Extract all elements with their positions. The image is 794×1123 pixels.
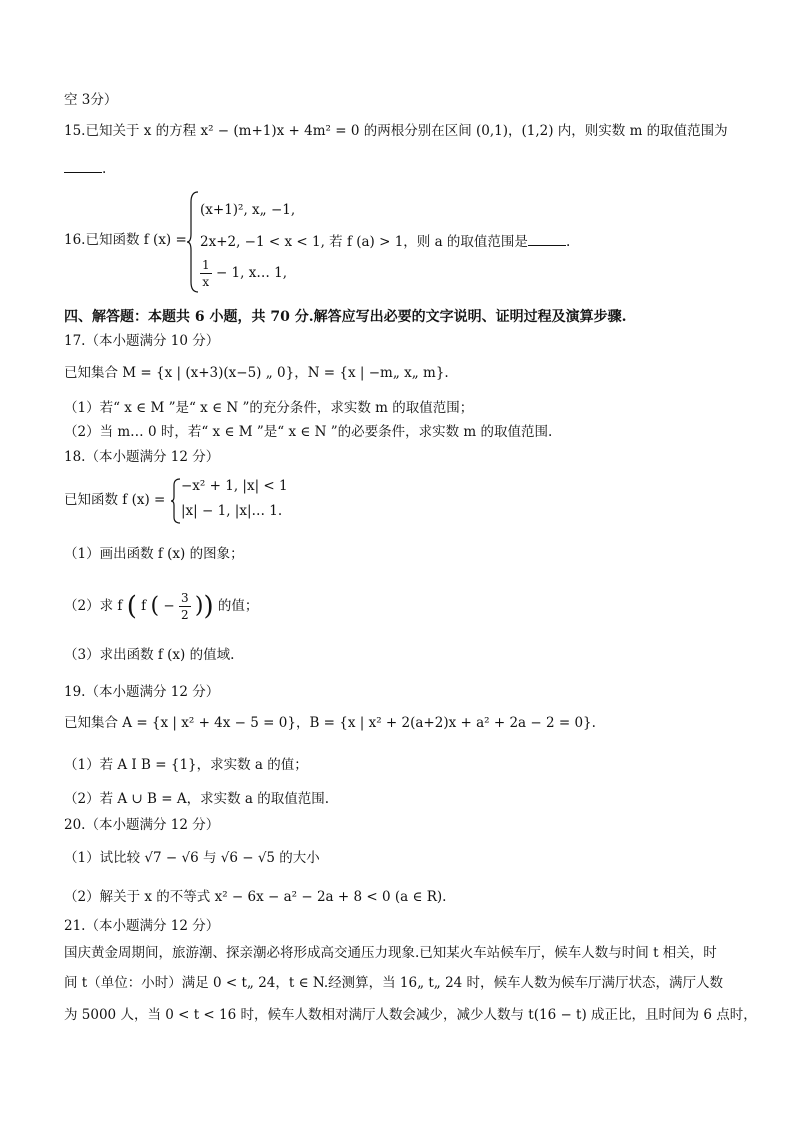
denominator: 2 (180, 608, 189, 622)
line-score-tail: 空 3分） (64, 92, 118, 108)
numerator: 3 (180, 591, 189, 605)
q21-line-3: 为 5000 人，当 0 < t < 16 时，候车人数相对满厅人数会减少，减少人数与 t(16 − t) 成正比，且时间为 6 点时， (64, 1007, 757, 1023)
q16-case-3-text: − 1, x… 1, (215, 265, 287, 281)
q19-part-2: （2）若 A ∪ B = A，求实数 a 的取值范围. (64, 791, 330, 807)
q17-heading: 17.（本小题满分 10 分） (64, 333, 220, 349)
open-paren: ( (150, 593, 160, 619)
section-heading: 四、解答题：本题共 6 小题，共 70 分.解答应写出必要的文字说明、证明过程及演算步骤. (64, 309, 627, 325)
q16-case-2-text: 2x+2, −1 < x < 1, 若 f (a) > 1，则 a 的取值范围是 (200, 234, 528, 250)
q16-case-3 (200, 257, 287, 290)
q18-case-2: |x| − 1, |x|… 1. (181, 503, 283, 519)
q18-part-2-prefix: （2）求 f (64, 598, 123, 614)
q18-heading: 18.（本小题满分 12 分） (64, 449, 220, 465)
q18-part-3: （3）求出函数 f (x) 的值域. (64, 647, 235, 663)
question-15: 15.已知关于 x 的方程 x² − (m+1)x + 4m² = 0 的两根分别在区间 (0,1)，(1,2) 内，则实数 m 的取值范围为 (64, 123, 728, 139)
close-paren: ) (194, 593, 204, 619)
q19-part-1: （1）若 A I B = {1}，求实数 a 的值； (64, 757, 308, 773)
fraction (200, 257, 212, 290)
q16-case-1: (x+1)², x„ −1, (200, 202, 296, 218)
open-paren: ( (126, 591, 137, 622)
q17-part-2: （2）当 m… 0 时，若“ x ∈ M ”是“ x ∈ N ”的必要条件，求实数 m 的取值范围. (64, 424, 553, 440)
q21-line-2: 间 t（单位：小时）满足 0 < t„ 24，t ∈ N.经测算，当 16„ t„ 24 时，候车人数为候车厅满厅状态，满厅人数 (64, 975, 724, 991)
q19-heading: 19.（本小题满分 12 分） (64, 684, 220, 700)
q21-line-1: 国庆黄金周期间，旅游潮、探亲潮必将形成高交通压力现象.已知某火车站候车厅，候车人数与时间 t 相关，时 (64, 945, 717, 961)
period: . (565, 234, 571, 250)
left-brace-icon (186, 190, 200, 294)
q16-case-2 (200, 230, 570, 250)
q17-part-1: （1）若“ x ∈ M ”是“ x ∈ N ”的充分条件，求实数 m 的取值范围； (64, 400, 474, 416)
minus-sign: − (163, 598, 175, 614)
q20-heading: 20.（本小题满分 12 分） (64, 817, 220, 833)
question-16-prefix: 16.已知函数 f (x) = (64, 232, 187, 248)
denominator: x (202, 275, 210, 289)
question-15-blank-line (64, 158, 106, 179)
q18-part-1: （1）画出函数 f (x) 的图象； (64, 546, 244, 562)
period: . (102, 161, 107, 177)
answer-blank (528, 231, 566, 246)
q18-case-1: −x² + 1, |x| < 1 (181, 478, 288, 494)
q18-part-2-suffix: 的值； (217, 598, 259, 614)
close-paren: ) (203, 591, 214, 622)
q18-part-2 (64, 590, 258, 623)
q20-part-2: （2）解关于 x 的不等式 x² − 6x − a² − 2a + 8 < 0 (a ∈ R). (64, 889, 447, 905)
fraction (179, 590, 191, 623)
function-f: f (141, 598, 147, 614)
answer-blank (64, 158, 102, 173)
numerator: 1 (202, 258, 210, 272)
q19-sets: 已知集合 A = {x | x² + 4x − 5 = 0}，B = {x | x² + 2(a+2)x + a² + 2a − 2 = 0}. (64, 715, 596, 731)
q20-part-1: （1）试比较 √7 − √6 与 √6 − √5 的大小 (64, 850, 320, 866)
q18-prefix: 已知函数 f (x) = (64, 492, 166, 508)
q17-sets: 已知集合 M = {x | (x+3)(x−5) „ 0}，N = {x | −m„ x„ m}. (64, 365, 449, 381)
q21-heading: 21.（本小题满分 12 分） (64, 918, 220, 934)
